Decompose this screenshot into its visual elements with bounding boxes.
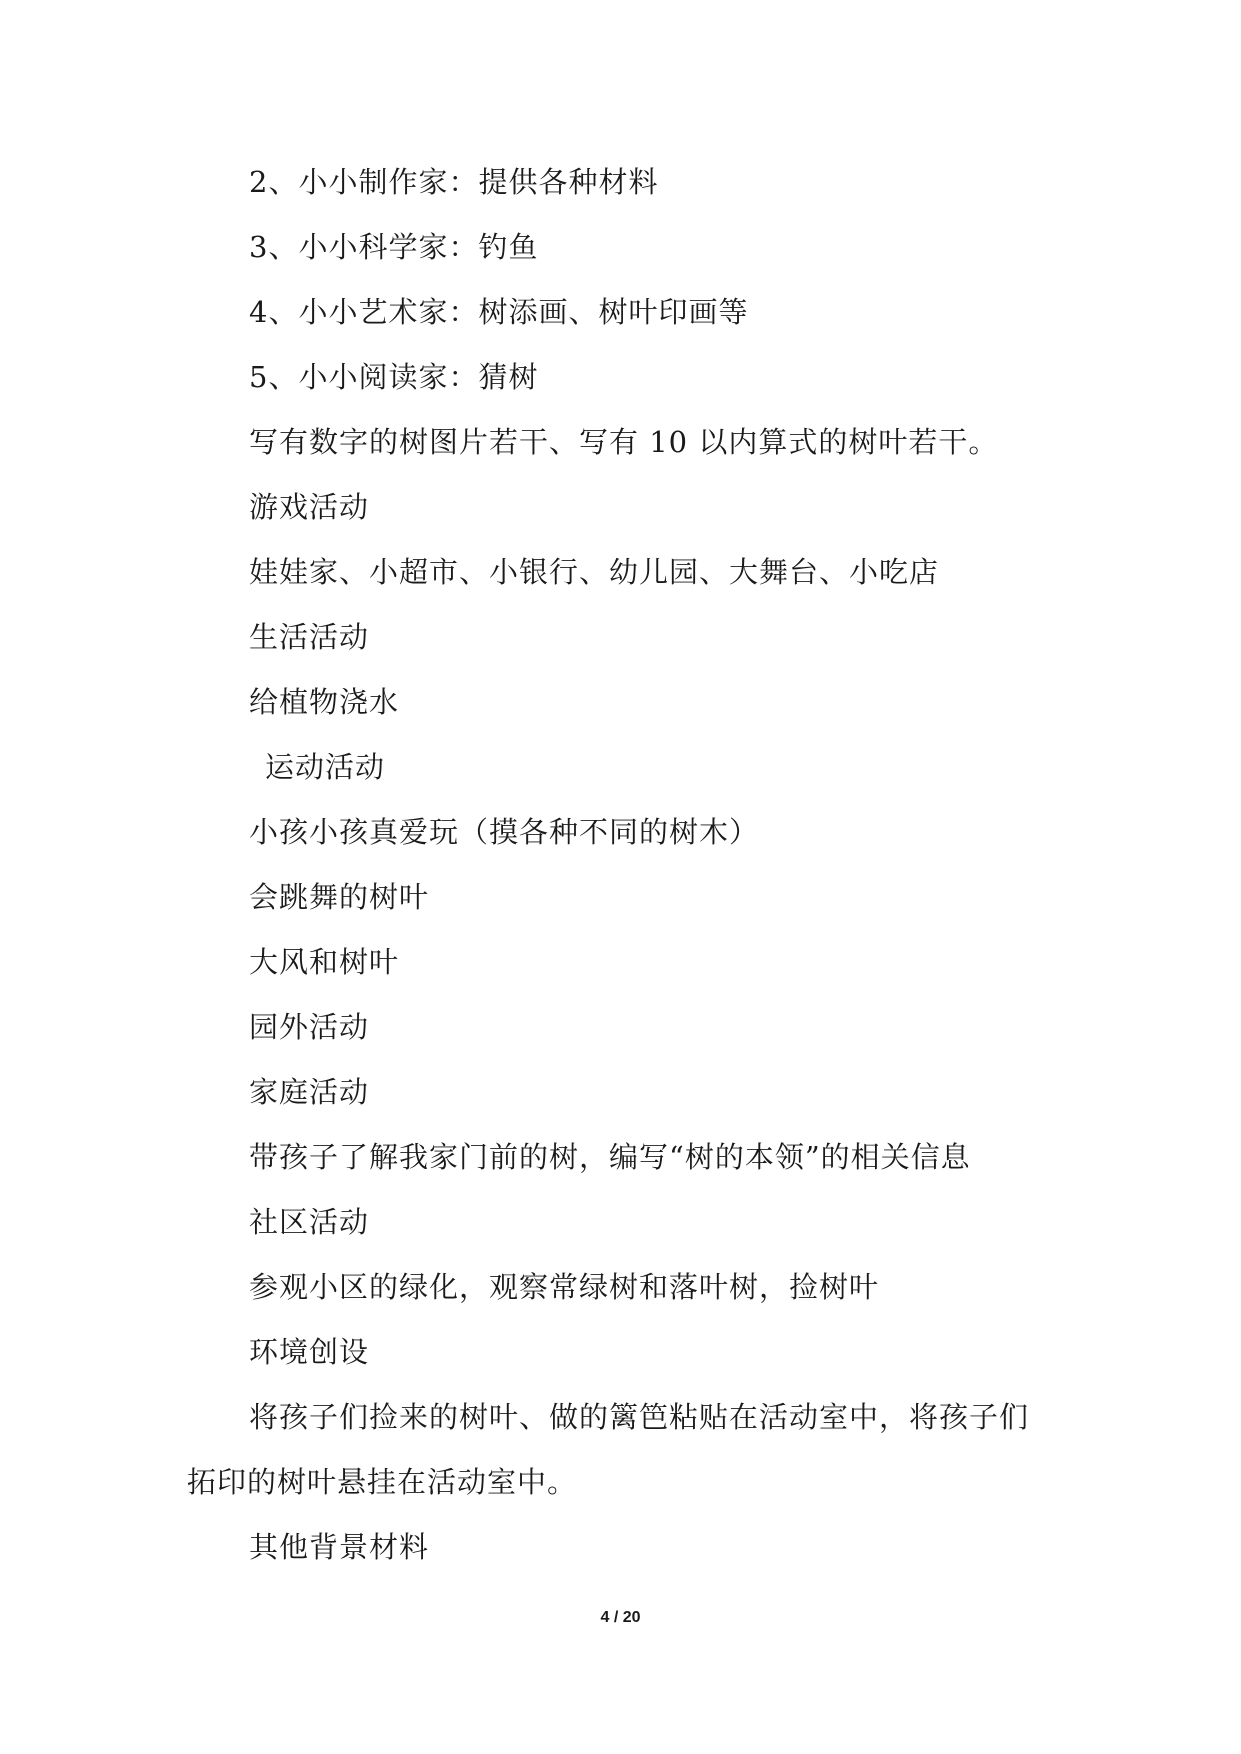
text-line: 会跳舞的树叶 [249, 880, 430, 914]
text-line: 2、小小制作家：提供各种材料 [249, 165, 659, 199]
section-heading: 生活活动 [249, 620, 370, 654]
section-heading: 运动活动 [265, 750, 386, 784]
text-line: 将孩子们捡来的树叶、做的篱笆粘贴在活动室中，将孩子们 [249, 1400, 1030, 1434]
text-line: 拓印的树叶悬挂在活动室中。 [187, 1465, 578, 1499]
text-line: 带孩子了解我家门前的树，编写“树的本领”的相关信息 [249, 1140, 971, 1174]
text-line: 5、小小阅读家：猜树 [249, 360, 539, 394]
section-heading: 家庭活动 [249, 1075, 370, 1109]
text-line: 4、小小艺术家：树添画、树叶印画等 [249, 295, 749, 329]
text-line: 大风和树叶 [249, 945, 400, 979]
text-line: 小孩小孩真爱玩（摸各种不同的树木） [249, 815, 760, 849]
text-line: 娃娃家、小超市、小银行、幼儿园、大舞台、小吃店 [249, 555, 940, 589]
section-heading: 社区活动 [249, 1205, 370, 1239]
text-line: 3、小小科学家：钓鱼 [249, 230, 539, 264]
section-heading: 环境创设 [249, 1335, 370, 1369]
section-heading: 其他背景材料 [249, 1530, 430, 1564]
section-heading: 游戏活动 [249, 490, 370, 524]
page-number: 4 / 20 [600, 1609, 641, 1626]
section-heading: 园外活动 [249, 1010, 370, 1044]
text-line: 参观小区的绿化，观察常绿树和落叶树，捡树叶 [249, 1270, 880, 1304]
text-line: 给植物浇水 [249, 685, 400, 719]
text-line: 写有数字的树图片若干、写有 10 以内算式的树叶若干。 [249, 425, 999, 459]
